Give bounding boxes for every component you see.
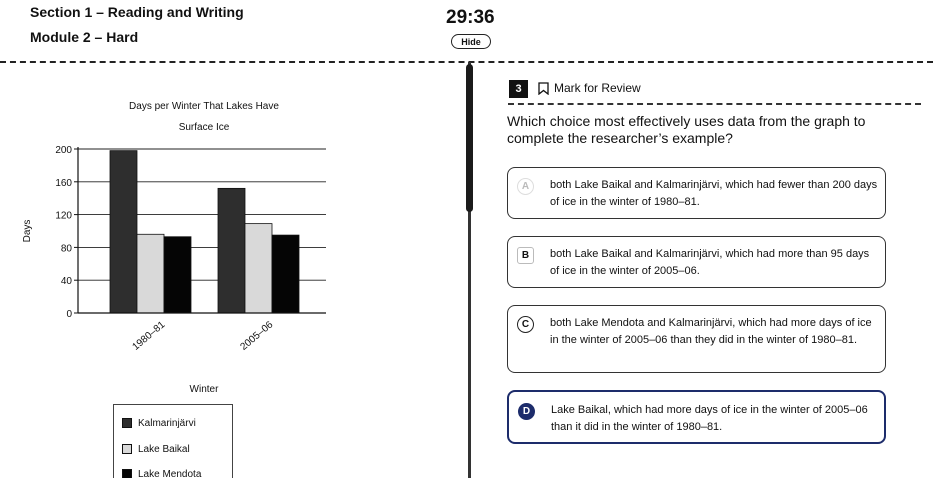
x-tick-label: 1980–81: [130, 319, 168, 353]
y-tick-label: 160: [55, 177, 72, 189]
legend-item: [122, 417, 196, 431]
bar: [110, 151, 137, 313]
module-title: Module 2 – Hard: [30, 29, 139, 45]
chart-legend: [113, 404, 233, 478]
panel-resize-handle[interactable]: [466, 64, 473, 212]
test-header: [0, 0, 933, 62]
choice-text-c: both Lake Mendota and Kalmarinjärvi, which had more days of ice in the winter of 2005–06 than they did in the winter of 1980–81.: [550, 317, 872, 346]
legend-label: Lake Mendota: [138, 469, 202, 478]
legend-label: Lake Baikal: [138, 444, 190, 455]
mark-for-review-label: Mark for Review: [554, 81, 641, 95]
section-title: Section 1 – Reading and Writing: [30, 4, 244, 20]
y-tick-label: 40: [60, 276, 72, 288]
answer-choice-a[interactable]: [507, 167, 886, 219]
question-header-divider: [508, 103, 921, 105]
question-number: 3: [509, 80, 528, 98]
bar: [272, 235, 299, 313]
mark-for-review-button[interactable]: [538, 81, 641, 95]
chart-title-line-2: Surface Ice: [178, 122, 230, 133]
y-tick-label: 0: [66, 309, 72, 320]
answer-choice-d[interactable]: [507, 390, 886, 444]
bar-chart: [0, 90, 360, 402]
y-tick-label: 120: [55, 210, 72, 222]
y-axis-label: Days: [22, 219, 33, 243]
bar: [245, 224, 272, 313]
answer-choice-b[interactable]: [507, 236, 886, 288]
legend-item: [122, 443, 190, 457]
legend-item: [122, 468, 201, 478]
choice-letter-a: A: [517, 178, 534, 195]
bar: [137, 234, 164, 313]
header-divider: [0, 61, 933, 63]
choice-letter-b: B: [517, 247, 534, 264]
bar: [218, 188, 245, 313]
choice-letter-c: C: [517, 316, 534, 333]
legend-swatch: [122, 418, 132, 428]
choice-text-d: Lake Baikal, which had more days of ice in the winter of 2005–06 than it did in the winter of 1980–81.: [551, 404, 868, 433]
y-tick-label: 80: [60, 243, 72, 255]
legend-swatch: [122, 469, 132, 478]
bookmark-icon: [538, 82, 549, 95]
bar: [164, 237, 191, 313]
hide-timer-button[interactable]: Hide: [451, 34, 491, 49]
choice-letter-d: D: [518, 403, 535, 420]
y-tick-label: 200: [55, 145, 72, 156]
legend-swatch: [122, 444, 132, 454]
chart-title-line-1: Days per Winter That Lakes Have: [129, 101, 279, 112]
countdown-timer: 29:36: [446, 7, 495, 28]
question-prompt: Which choice most effectively uses data from the graph to complete the researcher’s example?: [507, 113, 866, 146]
choice-text-a: both Lake Baikal and Kalmarinjärvi, which had fewer than 200 days of ice in the winter of 1980–81.: [550, 179, 878, 208]
choice-text-b: both Lake Baikal and Kalmarinjärvi, which had more than 95 days of ice in the winter of 2005–06.: [550, 248, 870, 277]
legend-label: Kalmarinjärvi: [138, 418, 196, 429]
x-axis-label: Winter: [189, 384, 219, 395]
answer-choice-c[interactable]: [507, 305, 886, 373]
x-tick-label: 2005–06: [238, 319, 276, 353]
